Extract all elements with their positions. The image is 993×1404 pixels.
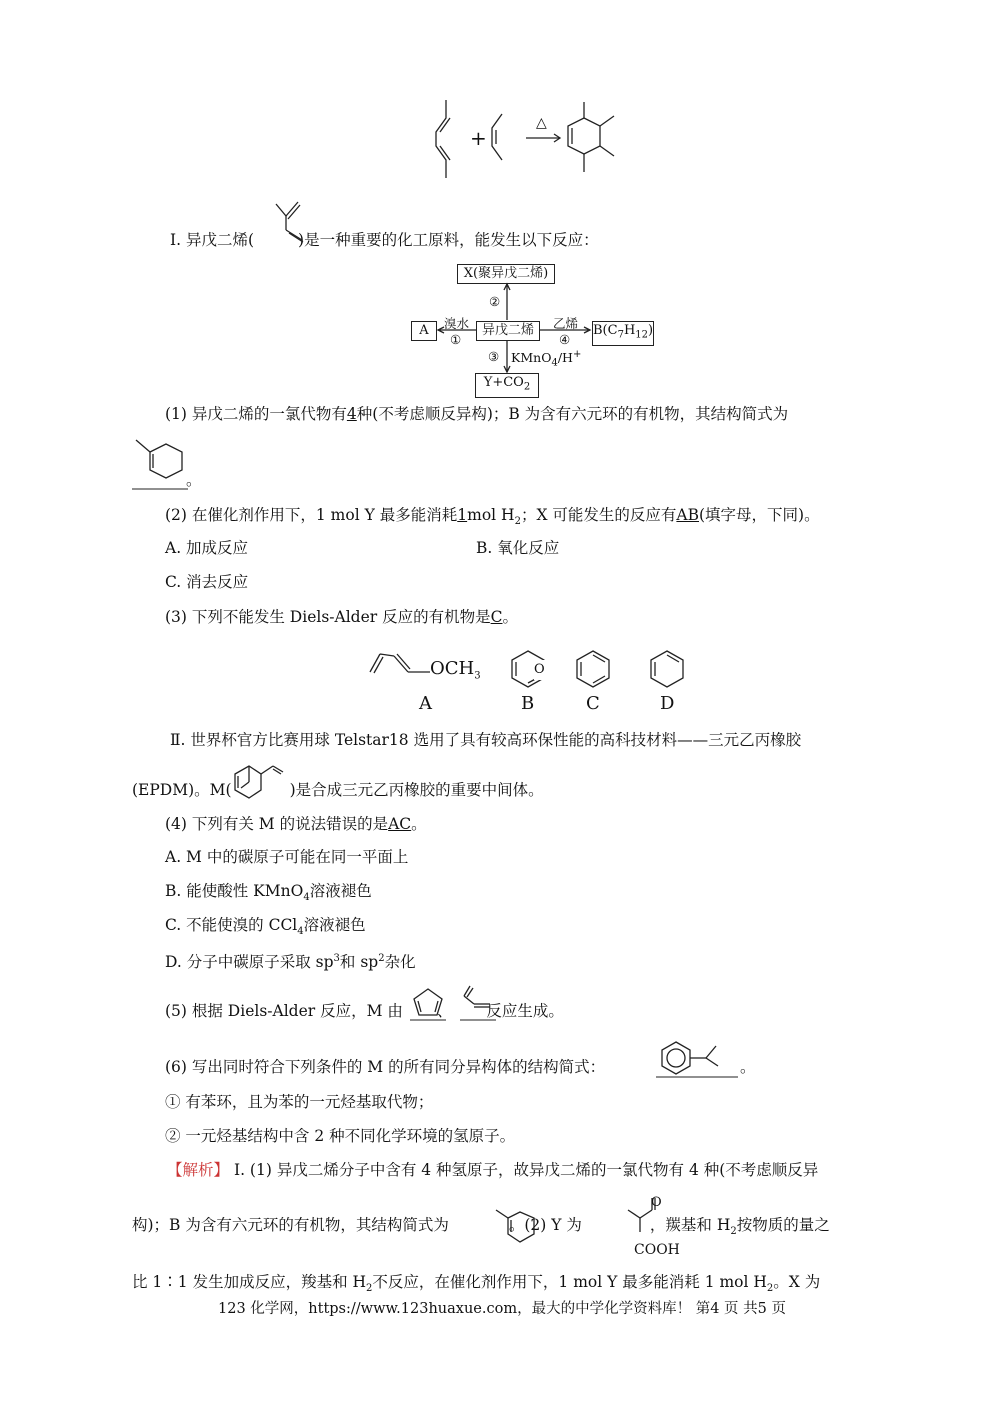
cyclohexene-product-structure [562, 98, 622, 180]
part1-text: )是一种重要的化工原料，能发生以下反应： [298, 231, 599, 249]
analysis-cooh: COOH [634, 1242, 680, 1258]
option-4a: A. M 中的碳原子可能在同一平面上 [165, 848, 409, 866]
condition-2: ② 一元烃基结构中含 2 种不同化学环境的氢原子。 [165, 1127, 516, 1145]
flow-step3: ③ [488, 349, 500, 364]
cumene-answer-structure [656, 1036, 740, 1080]
option-a-methoxy-diene-structure [368, 650, 432, 678]
answer-4: AC [388, 815, 412, 833]
flow-step1: ① [450, 332, 462, 347]
flow-step4: ④ [559, 332, 571, 347]
flow-box-isoprene: 异戊二烯 [476, 321, 540, 341]
option-d-diene-structure [646, 648, 688, 690]
question-1: (1) 异戊二烯的一氯代物有4种(不考虑顺反异构)；B 为含有六元环的有机物，其结构简式为 [165, 405, 789, 423]
flow-step3-reagent: KMnO$_4$/H+ [511, 349, 582, 369]
isoprene-structure [272, 196, 314, 248]
answer-1a: 4 [346, 405, 357, 423]
flow-step4-reagent: 乙烯 [553, 316, 579, 331]
option-2c: C. 消去反应 [165, 573, 249, 591]
option-a-och3: $OCH_3$ [430, 658, 481, 682]
part2-intro-2: (EPDM)。M( )是合成三元乙丙橡胶的重要中间体。 [132, 781, 544, 799]
cyclopentadiene-structure [410, 985, 446, 1023]
flow-box-a: A [411, 321, 437, 341]
option-4b: B. 能使酸性 KMnO$_4$溶液褪色 [165, 882, 372, 904]
analysis-methylcyclohexene-structure [490, 1204, 540, 1250]
option-c-benzene-structure [572, 648, 614, 690]
option-2a: A. 加成反应 [165, 539, 249, 557]
option-4d: D. 分子中碳原子采取 $sp^3$和 $sp^2$杂化 [165, 953, 416, 972]
question-6: (6) 写出同时符合下列条件的 M 的所有同分异构体的结构简式： [165, 1058, 606, 1076]
analysis-line-1: 【解析】 Ⅰ. (1) 异戊二烯分子中含有 4 种氢原子，故异戊二烯的一氯代物有 4 种(不考虑顺反异 [167, 1161, 819, 1179]
label-b: B [521, 693, 535, 714]
m-bicyclic-structure [227, 760, 285, 804]
flow-step1-reagent: 溴水 [444, 316, 470, 331]
question-2: (2) 在催化剂作用下，1 mol Y 最多能消耗1mol $H_2$；X 可能发生的反应有AB(填字母，下同)。 [165, 506, 820, 528]
condition-1: ① 有苯环，且为苯的一元烃基取代物； [165, 1093, 434, 1111]
answer-3: C [490, 608, 503, 626]
option-b-oxygen: O [534, 660, 545, 680]
analysis-line-3: 比 1∶1 发生加成反应，羧基和 $H_2$不反应，在催化剂作用下，1 mol Y 最多能消耗 1 mol $H_2$。X 为 [132, 1273, 821, 1295]
butadiene-structure [460, 982, 496, 1022]
page-footer: 123 化学网，https://www.123huaxue.com，最大的中学化学资料库！ 第4 页 共5 页 [218, 1301, 786, 1317]
option-2b: B. 氧化反应 [476, 539, 560, 557]
flow-box-y: $Y+CO_2$ [475, 373, 539, 398]
part2-intro: Ⅱ. 世界杯官方比赛用球 Telstar18 选用了具有较高环保性能的高科技材料——三元乙丙橡胶 [170, 731, 802, 749]
plus-sign: + [470, 126, 487, 150]
option-4c: C. 不能使溴的 CCl$_4$溶液褪色 [165, 916, 366, 938]
label-a: A [419, 693, 432, 714]
dienophile-structure [488, 112, 512, 164]
flow-arrows [400, 260, 670, 390]
part1-label: Ⅰ. 异戊二烯( [170, 231, 255, 249]
analysis-tag: 【解析】 [167, 1161, 230, 1179]
question-4: (4) 下列有关 M 的说法错误的是AC。 [165, 815, 427, 833]
answer-2b: AB [676, 506, 699, 524]
heat-condition: △ [536, 115, 547, 131]
flow-step2: ② [489, 294, 501, 309]
diene-reactant-structure [432, 98, 472, 180]
question-5: (5) 根据 Diels-Alder 反应，M 由 、 反应生成。 [165, 1002, 564, 1020]
question-3: (3) 下列不能发生 Diels-Alder 反应的有机物是C。 [165, 608, 518, 626]
analysis-carbonyl-o: O [651, 1195, 662, 1210]
methylcyclohexene-answer-structure [132, 436, 188, 492]
analysis-line-2: 构)；B 为含有六元环的有机物，其结构简式为 。(2) Y 为 ，羰基和 $H_2$按物质的量之 [132, 1216, 830, 1238]
label-c: C [586, 693, 600, 714]
flow-box-b: $B(C_7H_{12})$ [592, 321, 654, 346]
part1-intro [170, 230, 599, 250]
flow-box-x: X(聚异戊二烯) [457, 264, 555, 284]
label-d: D [660, 693, 675, 714]
answer-2a: 1 [457, 506, 468, 524]
